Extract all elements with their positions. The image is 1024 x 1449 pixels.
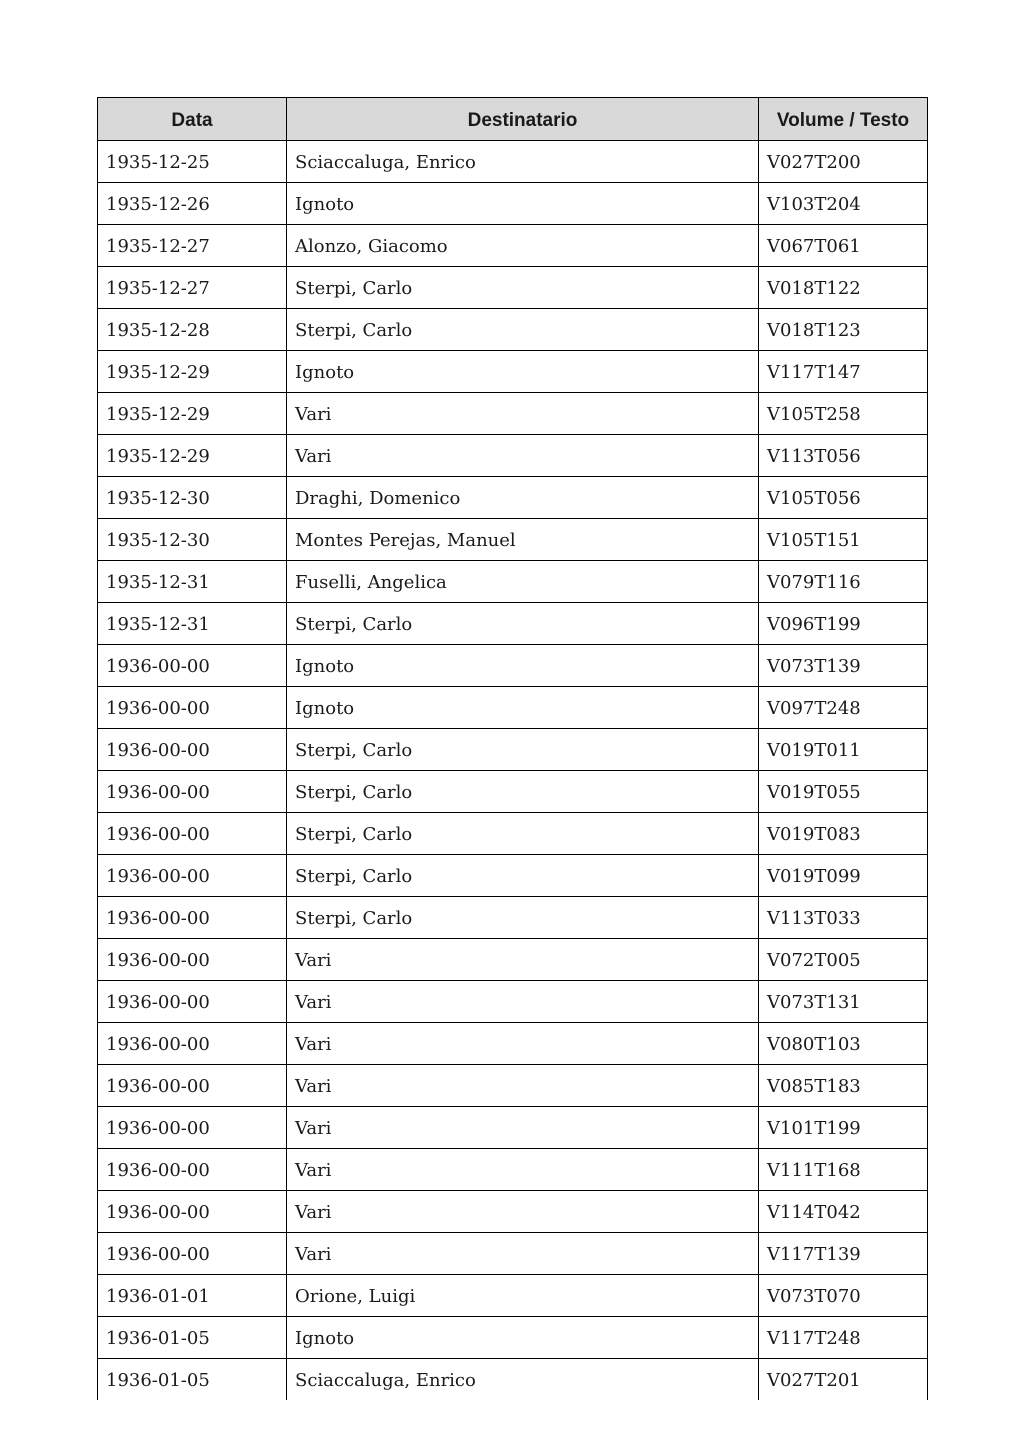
table-row bbox=[98, 1317, 928, 1359]
cell-volume-text: V072T005 bbox=[759, 939, 928, 981]
table-row bbox=[98, 225, 928, 267]
table-row bbox=[98, 981, 928, 1023]
column-header-data: Data bbox=[98, 98, 287, 141]
cell-date: 1936-01-01 bbox=[98, 1275, 287, 1317]
cell-date: 1936-00-00 bbox=[98, 939, 287, 981]
table-row bbox=[98, 1275, 928, 1317]
table-row bbox=[98, 351, 928, 393]
cell-date: 1935-12-30 bbox=[98, 477, 287, 519]
cell-volume-text: V027T201 bbox=[759, 1359, 928, 1401]
cell-date: 1935-12-27 bbox=[98, 267, 287, 309]
table-row bbox=[98, 771, 928, 813]
cell-recipient: Sterpi, Carlo bbox=[287, 771, 759, 813]
cell-volume-text: V117T139 bbox=[759, 1233, 928, 1275]
cell-volume-text: V105T056 bbox=[759, 477, 928, 519]
table-row bbox=[98, 309, 928, 351]
cell-date: 1935-12-30 bbox=[98, 519, 287, 561]
cell-volume-text: V079T116 bbox=[759, 561, 928, 603]
table-row bbox=[98, 1233, 928, 1275]
cell-date: 1936-00-00 bbox=[98, 771, 287, 813]
table-row bbox=[98, 687, 928, 729]
table-row bbox=[98, 813, 928, 855]
cell-recipient: Vari bbox=[287, 939, 759, 981]
cell-date: 1935-12-29 bbox=[98, 393, 287, 435]
cell-volume-text: V073T131 bbox=[759, 981, 928, 1023]
cell-date: 1936-00-00 bbox=[98, 729, 287, 771]
cell-date: 1936-00-00 bbox=[98, 687, 287, 729]
cell-date: 1936-01-05 bbox=[98, 1359, 287, 1401]
cell-recipient: Sterpi, Carlo bbox=[287, 897, 759, 939]
cell-recipient: Alonzo, Giacomo bbox=[287, 225, 759, 267]
table-row bbox=[98, 1149, 928, 1191]
cell-date: 1936-00-00 bbox=[98, 855, 287, 897]
table-row bbox=[98, 1191, 928, 1233]
cell-date: 1936-00-00 bbox=[98, 1023, 287, 1065]
cell-recipient: Vari bbox=[287, 1149, 759, 1191]
cell-volume-text: V027T200 bbox=[759, 141, 928, 183]
cell-recipient: Vari bbox=[287, 435, 759, 477]
table-row bbox=[98, 561, 928, 603]
cell-volume-text: V019T011 bbox=[759, 729, 928, 771]
cell-volume-text: V085T183 bbox=[759, 1065, 928, 1107]
cell-volume-text: V105T258 bbox=[759, 393, 928, 435]
cell-date: 1935-12-25 bbox=[98, 141, 287, 183]
cell-recipient: Sciaccaluga, Enrico bbox=[287, 141, 759, 183]
cell-volume-text: V096T199 bbox=[759, 603, 928, 645]
cell-date: 1935-12-28 bbox=[98, 309, 287, 351]
cell-recipient: Sterpi, Carlo bbox=[287, 813, 759, 855]
cell-recipient: Sterpi, Carlo bbox=[287, 267, 759, 309]
table-row bbox=[98, 1107, 928, 1149]
cell-date: 1935-12-27 bbox=[98, 225, 287, 267]
cell-volume-text: V019T099 bbox=[759, 855, 928, 897]
cell-recipient: Vari bbox=[287, 1107, 759, 1149]
table-body bbox=[98, 141, 928, 1401]
cell-recipient: Ignoto bbox=[287, 1317, 759, 1359]
cell-recipient: Sciaccaluga, Enrico bbox=[287, 1359, 759, 1401]
letters-table bbox=[97, 97, 928, 1400]
cell-date: 1935-12-26 bbox=[98, 183, 287, 225]
table-row bbox=[98, 393, 928, 435]
cell-volume-text: V018T123 bbox=[759, 309, 928, 351]
cell-date: 1935-12-31 bbox=[98, 561, 287, 603]
cell-recipient: Draghi, Domenico bbox=[287, 477, 759, 519]
cell-recipient: Montes Perejas, Manuel bbox=[287, 519, 759, 561]
column-header-destinatario: Destinatario bbox=[287, 98, 759, 141]
table-row bbox=[98, 729, 928, 771]
cell-volume-text: V097T248 bbox=[759, 687, 928, 729]
column-header-volume-testo: Volume / Testo bbox=[759, 98, 928, 141]
cell-recipient: Ignoto bbox=[287, 687, 759, 729]
cell-recipient: Vari bbox=[287, 1065, 759, 1107]
cell-recipient: Vari bbox=[287, 393, 759, 435]
cell-volume-text: V073T139 bbox=[759, 645, 928, 687]
table-row bbox=[98, 477, 928, 519]
cell-volume-text: V105T151 bbox=[759, 519, 928, 561]
cell-volume-text: V018T122 bbox=[759, 267, 928, 309]
cell-volume-text: V080T103 bbox=[759, 1023, 928, 1065]
cell-recipient: Sterpi, Carlo bbox=[287, 855, 759, 897]
cell-volume-text: V117T248 bbox=[759, 1317, 928, 1359]
table-row bbox=[98, 939, 928, 981]
cell-recipient: Sterpi, Carlo bbox=[287, 309, 759, 351]
cell-recipient: Vari bbox=[287, 1191, 759, 1233]
cell-date: 1936-00-00 bbox=[98, 981, 287, 1023]
header-row bbox=[98, 98, 928, 141]
table-row bbox=[98, 141, 928, 183]
cell-date: 1936-00-00 bbox=[98, 1065, 287, 1107]
table-row bbox=[98, 645, 928, 687]
table-row bbox=[98, 1359, 928, 1401]
cell-recipient: Orione, Luigi bbox=[287, 1275, 759, 1317]
cell-volume-text: V114T042 bbox=[759, 1191, 928, 1233]
cell-recipient: Ignoto bbox=[287, 351, 759, 393]
cell-recipient: Ignoto bbox=[287, 183, 759, 225]
table-row bbox=[98, 603, 928, 645]
table-row bbox=[98, 855, 928, 897]
cell-volume-text: V117T147 bbox=[759, 351, 928, 393]
cell-recipient: Fuselli, Angelica bbox=[287, 561, 759, 603]
cell-recipient: Ignoto bbox=[287, 645, 759, 687]
cell-volume-text: V113T056 bbox=[759, 435, 928, 477]
cell-date: 1936-00-00 bbox=[98, 1233, 287, 1275]
cell-volume-text: V103T204 bbox=[759, 183, 928, 225]
cell-date: 1936-00-00 bbox=[98, 1191, 287, 1233]
cell-date: 1936-00-00 bbox=[98, 645, 287, 687]
cell-date: 1936-00-00 bbox=[98, 1107, 287, 1149]
cell-recipient: Vari bbox=[287, 1023, 759, 1065]
cell-recipient: Sterpi, Carlo bbox=[287, 729, 759, 771]
table-row bbox=[98, 1023, 928, 1065]
cell-date: 1936-00-00 bbox=[98, 1149, 287, 1191]
cell-volume-text: V019T083 bbox=[759, 813, 928, 855]
cell-volume-text: V101T199 bbox=[759, 1107, 928, 1149]
cell-recipient: Vari bbox=[287, 981, 759, 1023]
cell-date: 1935-12-31 bbox=[98, 603, 287, 645]
cell-volume-text: V019T055 bbox=[759, 771, 928, 813]
cell-recipient: Sterpi, Carlo bbox=[287, 603, 759, 645]
table-row bbox=[98, 519, 928, 561]
table-row bbox=[98, 897, 928, 939]
cell-volume-text: V073T070 bbox=[759, 1275, 928, 1317]
cell-recipient: Vari bbox=[287, 1233, 759, 1275]
cell-date: 1936-00-00 bbox=[98, 897, 287, 939]
table-row bbox=[98, 435, 928, 477]
cell-date: 1935-12-29 bbox=[98, 435, 287, 477]
cell-volume-text: V067T061 bbox=[759, 225, 928, 267]
table-row bbox=[98, 1065, 928, 1107]
cell-date: 1936-00-00 bbox=[98, 813, 287, 855]
cell-volume-text: V111T168 bbox=[759, 1149, 928, 1191]
cell-date: 1935-12-29 bbox=[98, 351, 287, 393]
table-row bbox=[98, 267, 928, 309]
cell-volume-text: V113T033 bbox=[759, 897, 928, 939]
cell-date: 1936-01-05 bbox=[98, 1317, 287, 1359]
table-header bbox=[98, 98, 928, 141]
table-row bbox=[98, 183, 928, 225]
